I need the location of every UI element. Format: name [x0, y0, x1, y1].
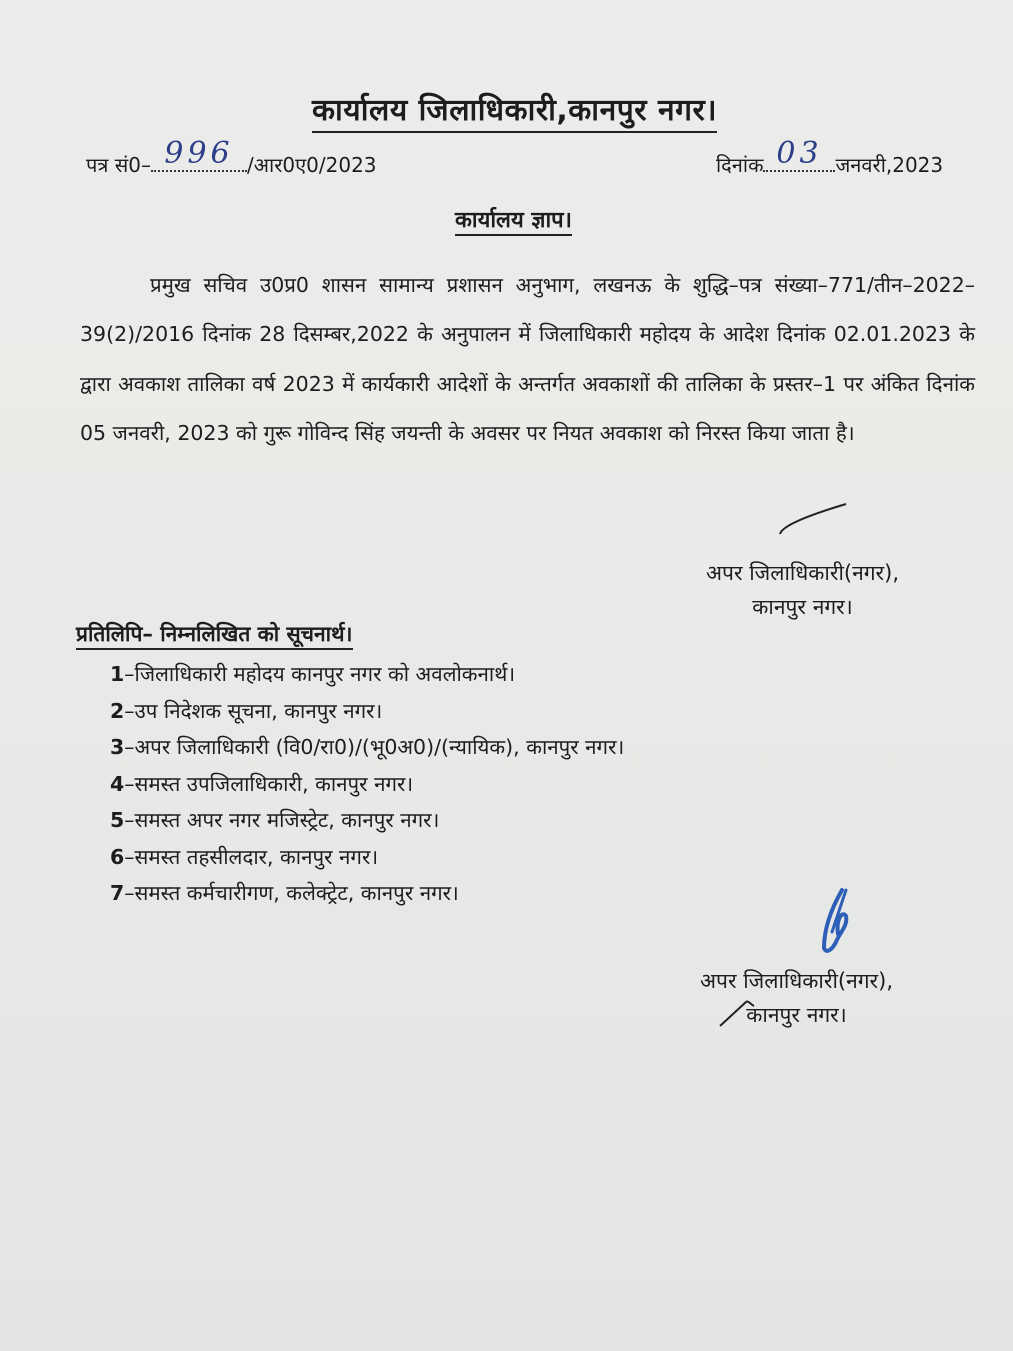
- date-prefix: दिनांक: [716, 153, 764, 177]
- signatory-2-designation: अपर जिलाधिकारी(नगर),: [700, 969, 894, 993]
- blue-signature-icon: [812, 886, 862, 958]
- reference-prefix: पत्र सं0–: [86, 153, 152, 177]
- copy-to-item: 5–समस्त अपर नगर मजिस्ट्रेट, कानपुर नगर।: [110, 808, 440, 832]
- handwritten-day: 03: [776, 136, 823, 171]
- date-blank: [763, 136, 835, 172]
- copy-to-item: 6–समस्त तहसीलदार, कानपुर नगर।: [110, 844, 379, 869]
- copy-to-heading: प्रतिलिपि– निम्नलिखित को सूचनार्थ।: [76, 620, 353, 650]
- signatory-2-location: कानपुर नगर।: [746, 1003, 847, 1027]
- copy-to-item: 3–अपर जिलाधिकारी (वि0/रा0)/(भू0अ0)/(न्यायिक), कानपुर नगर।: [110, 735, 625, 759]
- copy-to-item: 7–समस्त कर्मचारीगण, कलेक्ट्रेट, कानपुर नगर।: [110, 881, 459, 905]
- reference-number: [86, 136, 377, 178]
- signatory-1-designation: अपर जिलाधिकारी(नगर),: [706, 561, 900, 585]
- memo-title: कार्यालय ज्ञाप।: [455, 204, 572, 236]
- memo-body: प्रमुख सचिव उ0प्र0 शासन सामान्य प्रशासन अनुभाग, लखनऊ के शुद्धि–पत्र संख्या–771/तीन–2022–39(2)/2016 दिनांक 28 दिसम्बर,2022 के अनुपालन में जिलाधिकारी महोदय के आदेश दिनांक 02.01.2023 के द्वारा अवकाश तालिका वर्ष 2023 में कार्यकारी आदेशों के अन्तर्गत अवकाशों की तालिका के प्रस्तर–1 पर अंकित दिनांक 05 जनवरी, 2023 को गुरू गोविन्द सिंह जयन्ती के अवसर पर नियत अवकाश को निरस्त किया जाता है।: [80, 272, 975, 445]
- signatory-1-location: कानपुर नगर।: [752, 595, 853, 619]
- signature-stroke-icon: [776, 500, 856, 540]
- date-suffix: जनवरी,2023: [835, 153, 944, 177]
- copy-to-item: 2–उप निदेशक सूचना, कानपुर नगर।: [110, 698, 383, 723]
- handwritten-number: 996: [164, 136, 234, 171]
- signatory-block-1: [706, 556, 899, 624]
- tick-mark-icon: [718, 996, 758, 1030]
- copy-to-item: 4–समस्त उपजिलाधिकारी, कानपुर नगर।: [110, 771, 414, 796]
- document-date: [716, 136, 944, 178]
- copy-to-list: [110, 656, 624, 912]
- copy-to-item: 1–जिलाधिकारी महोदय कानपुर नगर को अवलोकनार्थ।: [110, 662, 516, 686]
- office-title: कार्यालय जिलाधिकारी,कानपुर नगर।: [312, 88, 717, 133]
- reference-suffix: /आर0ए0/2023: [247, 153, 377, 177]
- reference-blank: [151, 136, 247, 172]
